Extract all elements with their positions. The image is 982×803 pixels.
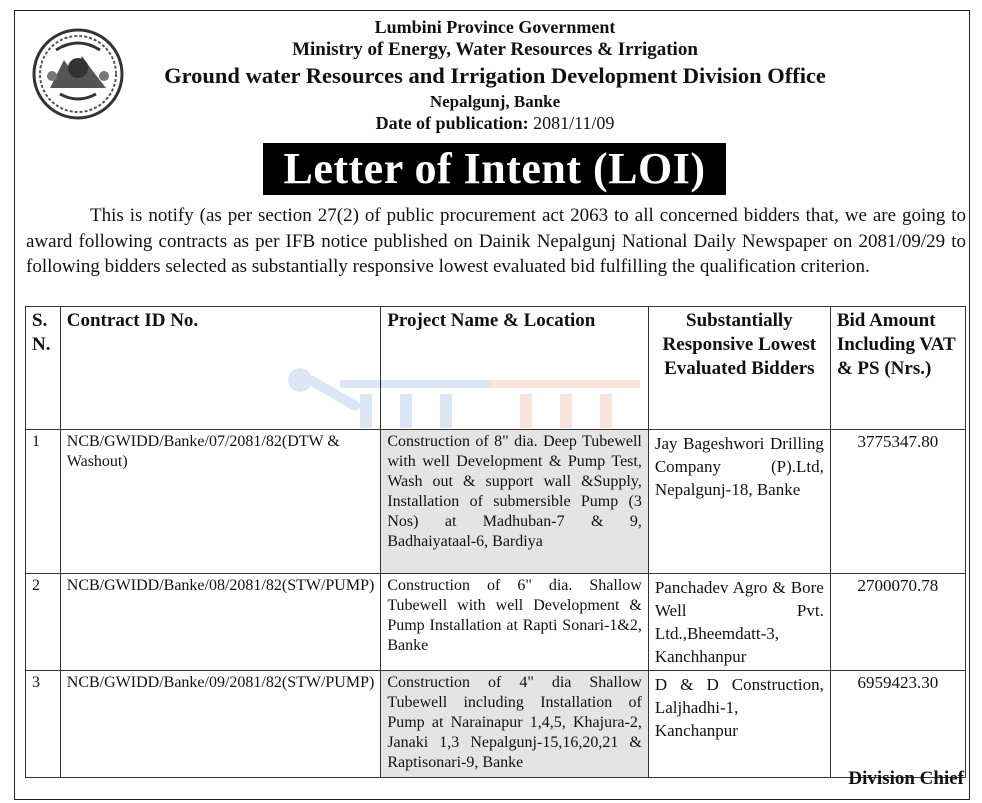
table-header-row: [26, 307, 966, 430]
row-sn: 1: [26, 430, 61, 574]
row-contract-id: NCB/GWIDD/Banke/07/2081/82(DTW & Washout): [60, 430, 381, 574]
row-bid-amount: 2700070.78: [830, 574, 965, 671]
office-name: Ground water Resources and Irrigation Development Division Office: [164, 63, 826, 88]
row-bid-amount: 6959423.30: [830, 671, 965, 778]
intro-text: This is notify (as per section 27(2) of public procurement act 2063 to all concerned bidders that, we are going to award following contracts as per IFB notice published on Dainik Nepalgunj National Daily Newspaper on 2081/09/29 to following bidders selected as substantially responsive lowest evaluated bid fulfilling the qualification criterion.: [26, 205, 966, 277]
letterhead: [120, 16, 870, 134]
table-row: [26, 430, 966, 574]
header-project: Project Name & Location: [381, 307, 649, 430]
header-bid-amount: Bid Amount Including VAT & PS (Nrs.): [830, 307, 965, 430]
publication-date: [120, 112, 870, 134]
table-row: [26, 671, 966, 778]
row-contract-id: NCB/GWIDD/Banke/08/2081/82(STW/PUMP): [60, 574, 381, 671]
loi-title: Letter of Intent (LOI): [263, 143, 726, 195]
row-bidder: D & D Construction, Laljhadhi-1, Kanchanpur: [648, 671, 830, 778]
date-value: 2081/11/09: [533, 113, 615, 133]
row-sn: 3: [26, 671, 61, 778]
row-sn: 2: [26, 574, 61, 671]
province-name: Lumbini Province Government: [374, 17, 616, 37]
row-project: Construction of 8" dia. Deep Tubewell with well Development & Pump Test, Wash out & support wall &Supply, Installation of submersible Pump (3 Nos) at Madhuban-7 & 9, Badhaiyataal-6, Bardiya: [381, 430, 649, 574]
table-row: [26, 574, 966, 671]
intro-paragraph: [26, 203, 966, 280]
row-project: Construction of 4" dia Shallow Tubewell including Installation of Pump at Narainapur 1,4,5, Khajura-2, Janaki 1,3 Nepalgunj-15,16,20,21 & Raptisonari-9, Banke: [381, 671, 649, 778]
ministry-name: Ministry of Energy, Water Resources & Irrigation: [292, 39, 698, 60]
loi-table: [25, 306, 966, 778]
nepal-emblem-icon: [30, 26, 126, 122]
header-contract-id: Contract ID No.: [60, 307, 381, 430]
row-bidder: Jay Bageshwori Drilling Company (P).Ltd, Nepalgunj-18, Banke: [648, 430, 830, 574]
header-sn: S. N.: [26, 307, 61, 430]
row-bid-amount: 3775347.80: [830, 430, 965, 574]
date-label: Date of publication:: [375, 113, 529, 133]
header-bidder: Substantially Responsive Lowest Evaluated Bidders: [648, 307, 830, 430]
row-project: Construction of 6" dia. Shallow Tubewell with well Development & Pump Installation at Rapti Sonari-1&2, Banke: [381, 574, 649, 671]
row-bidder: Panchadev Agro & Bore Well Pvt. Ltd.,Bheemdatt-3, Kanchhanpur: [648, 574, 830, 671]
row-contract-id: NCB/GWIDD/Banke/09/2081/82(STW/PUMP): [60, 671, 381, 778]
signatory: Division Chief: [848, 768, 964, 789]
office-location: Nepalgunj, Banke: [429, 92, 561, 111]
